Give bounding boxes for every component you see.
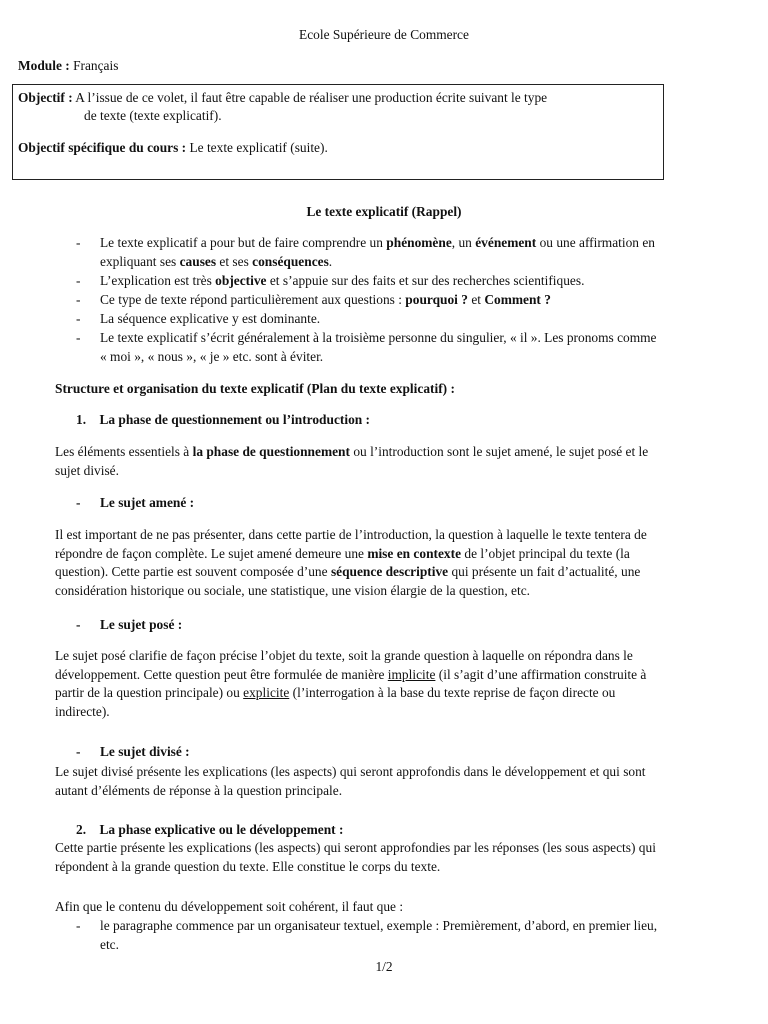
- module-label: Module :: [18, 58, 70, 73]
- structure-title: Structure et organisation du texte explicatif (Plan du texte explicatif) :: [55, 381, 455, 396]
- phase1-intro: Les éléments essentiels à la phase de questionnement ou l’introduction sont le sujet amené, le sujet posé et le sujet divisé.: [55, 444, 649, 478]
- module-line: [18, 57, 118, 76]
- objectif-specific: [18, 139, 328, 158]
- phase2-paragraph: Cette partie présente les explications (les aspects) qui seront approfondies par les réponses (les sous aspects) qui répondent à la grande question du texte. Elle constitue le corps du texte.: [55, 840, 656, 874]
- objectif-text1: A l’issue de ce volet, il faut être capable de réaliser une production écrite suivant le type: [75, 90, 548, 105]
- objectif-specific-value: Le texte explicatif (suite).: [189, 140, 328, 155]
- phase2-heading: 2. La phase explicative ou le développement :: [76, 822, 344, 837]
- objectif-line1: [18, 89, 547, 108]
- school-header: Ecole Supérieure de Commerce: [299, 27, 469, 42]
- sujet-pose-paragraph: Le sujet posé clarifie de façon précise l’objet du texte, soit la grande question à laquelle on répondra dans le développement. Cette question peut être formulée de manière implicite (il s’agit d’une affirmation construite à partir de la question principale) ou explicite (l’interrogation à la base du texte reprise de façon directe ou indirecte).: [55, 648, 647, 719]
- objectif-label: Objectif :: [18, 90, 73, 105]
- sujet-divise-paragraph: Le sujet divisé présente les explications (les aspects) qui seront approfondis dans le développement et qui sont autant d’éléments de réponse à la question principale.: [55, 764, 646, 798]
- objectif-specific-label: Objectif spécifique du cours :: [18, 140, 187, 155]
- page-number: 1/2: [375, 959, 393, 974]
- objectif-text2: de texte (texte explicatif).: [84, 108, 222, 123]
- bullet-dash: -: [76, 235, 81, 250]
- module-value: Français: [73, 58, 119, 73]
- section-title: Le texte explicatif (Rappel): [306, 204, 462, 219]
- coherence-intro: Afin que le contenu du développement soit cohérent, il faut que :: [55, 899, 404, 914]
- sujet-amene-paragraph: Il est important de ne pas présenter, dans cette partie de l’introduction, la question à laquelle le texte tentera de répondre de façon complète. Le sujet amené demeure une mise en contexte de l’objet principal du texte (la question). Cette partie est souvent composée d’une séquence descriptive qui présente un fait d’actualité, une considération historique ou sociale, une statistique, une vision élargie de la question, etc.: [55, 527, 647, 598]
- phase1-heading: 1. La phase de questionnement ou l’introduction :: [76, 412, 371, 427]
